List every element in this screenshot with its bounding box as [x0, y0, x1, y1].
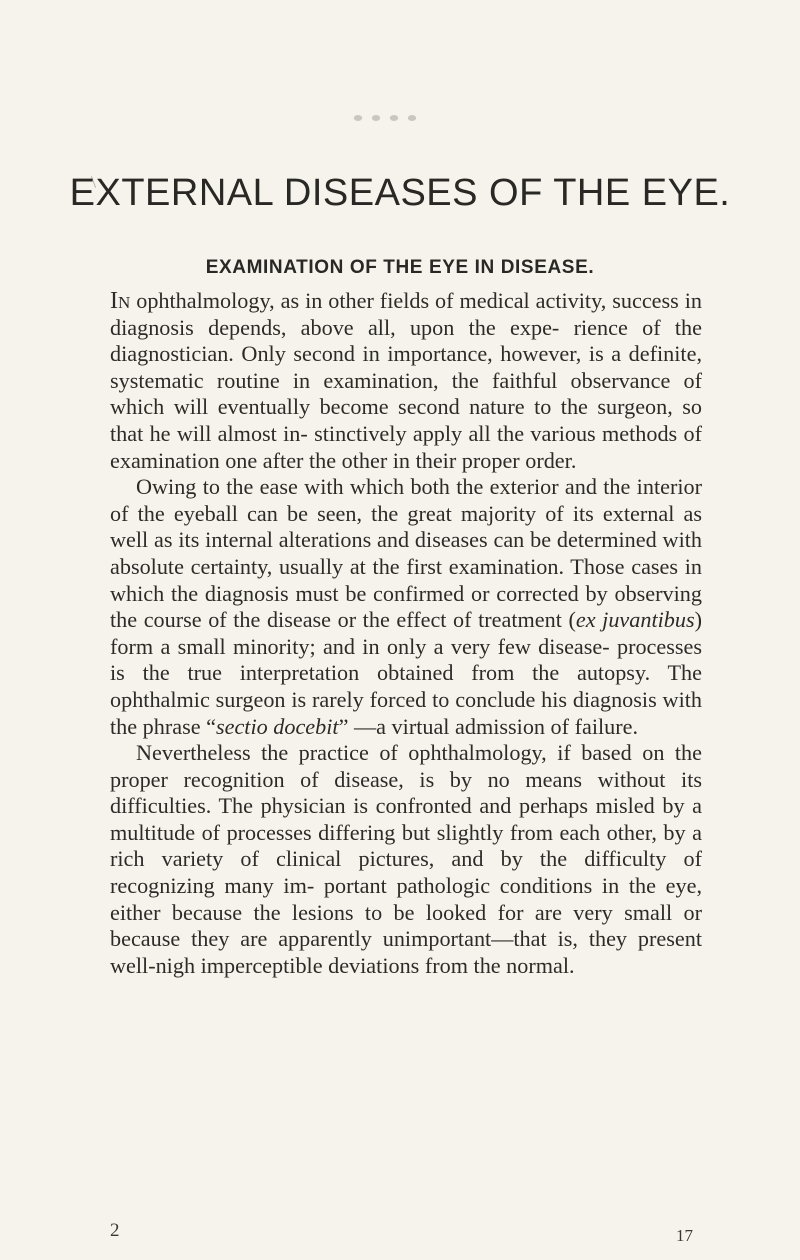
paragraph-1-text: ophthalmology, as in other fields of medical activity, success in diagnosis depends, above all, upon the expe- rience of the diagnostician. Only second in importance, however, is a definite, systematic routine in examination, the faithful observance of which will eventually become second nature to the surgeon, so that he will almost in- stinctively apply all the various methods of examination one after the other in their proper order. [110, 288, 702, 473]
paragraph-1 [110, 288, 702, 474]
body-text [110, 288, 702, 979]
paragraph-2-text-a: Owing to the ease with which both the exterior and the interior of the eyeball can be seen, the great majority of its external as well as its internal alterations and diseases can be determined with absolute certainty, usually at the first examination. Those cases in which the diagnosis must be confirmed or corrected by observing the course of the disease or the effect of treatment ( [110, 474, 702, 633]
paragraph-initial-word: In [110, 288, 131, 314]
signature-mark: 2 [110, 1220, 120, 1241]
section-heading: EXAMINATION OF THE EYE IN DISEASE. [205, 257, 595, 278]
chapter-title: EXTERNAL DISEASES OF THE EYE. [69, 172, 731, 214]
paragraph-2 [110, 474, 702, 740]
latin-phrase-sectio-docebit: sectio docebit [215, 713, 339, 739]
decorative-ornament [355, 108, 445, 126]
latin-phrase-ex-juvantibus: ex juvantibus [575, 607, 695, 633]
page-number: 17 [676, 1226, 693, 1245]
paragraph-3: Nevertheless the practice of ophthalmology, if based on the proper recognition of disease, is by no means without its difficulties. The physician is confronted and perhaps misled by a multitude of processes differing but slightly from each other, by a rich variety of clinical pictures, and by the difficulty of recognizing many im- portant pathologic conditions in the eye, either because the lesions to be looked for are very small or because they are apparently unimportant—that is, they present well-nigh imperceptible deviations from the normal. [110, 740, 702, 978]
paragraph-2-text-c: ” —a virtual admission of failure. [338, 713, 639, 739]
paragraph-2-text-b: ) form a small minority; and in only a very few disease- processes is the true interpretation obtained from the autopsy. The ophthalmic surgeon is rarely forced to conclude his diagnosis with the phrase “ [110, 607, 702, 739]
